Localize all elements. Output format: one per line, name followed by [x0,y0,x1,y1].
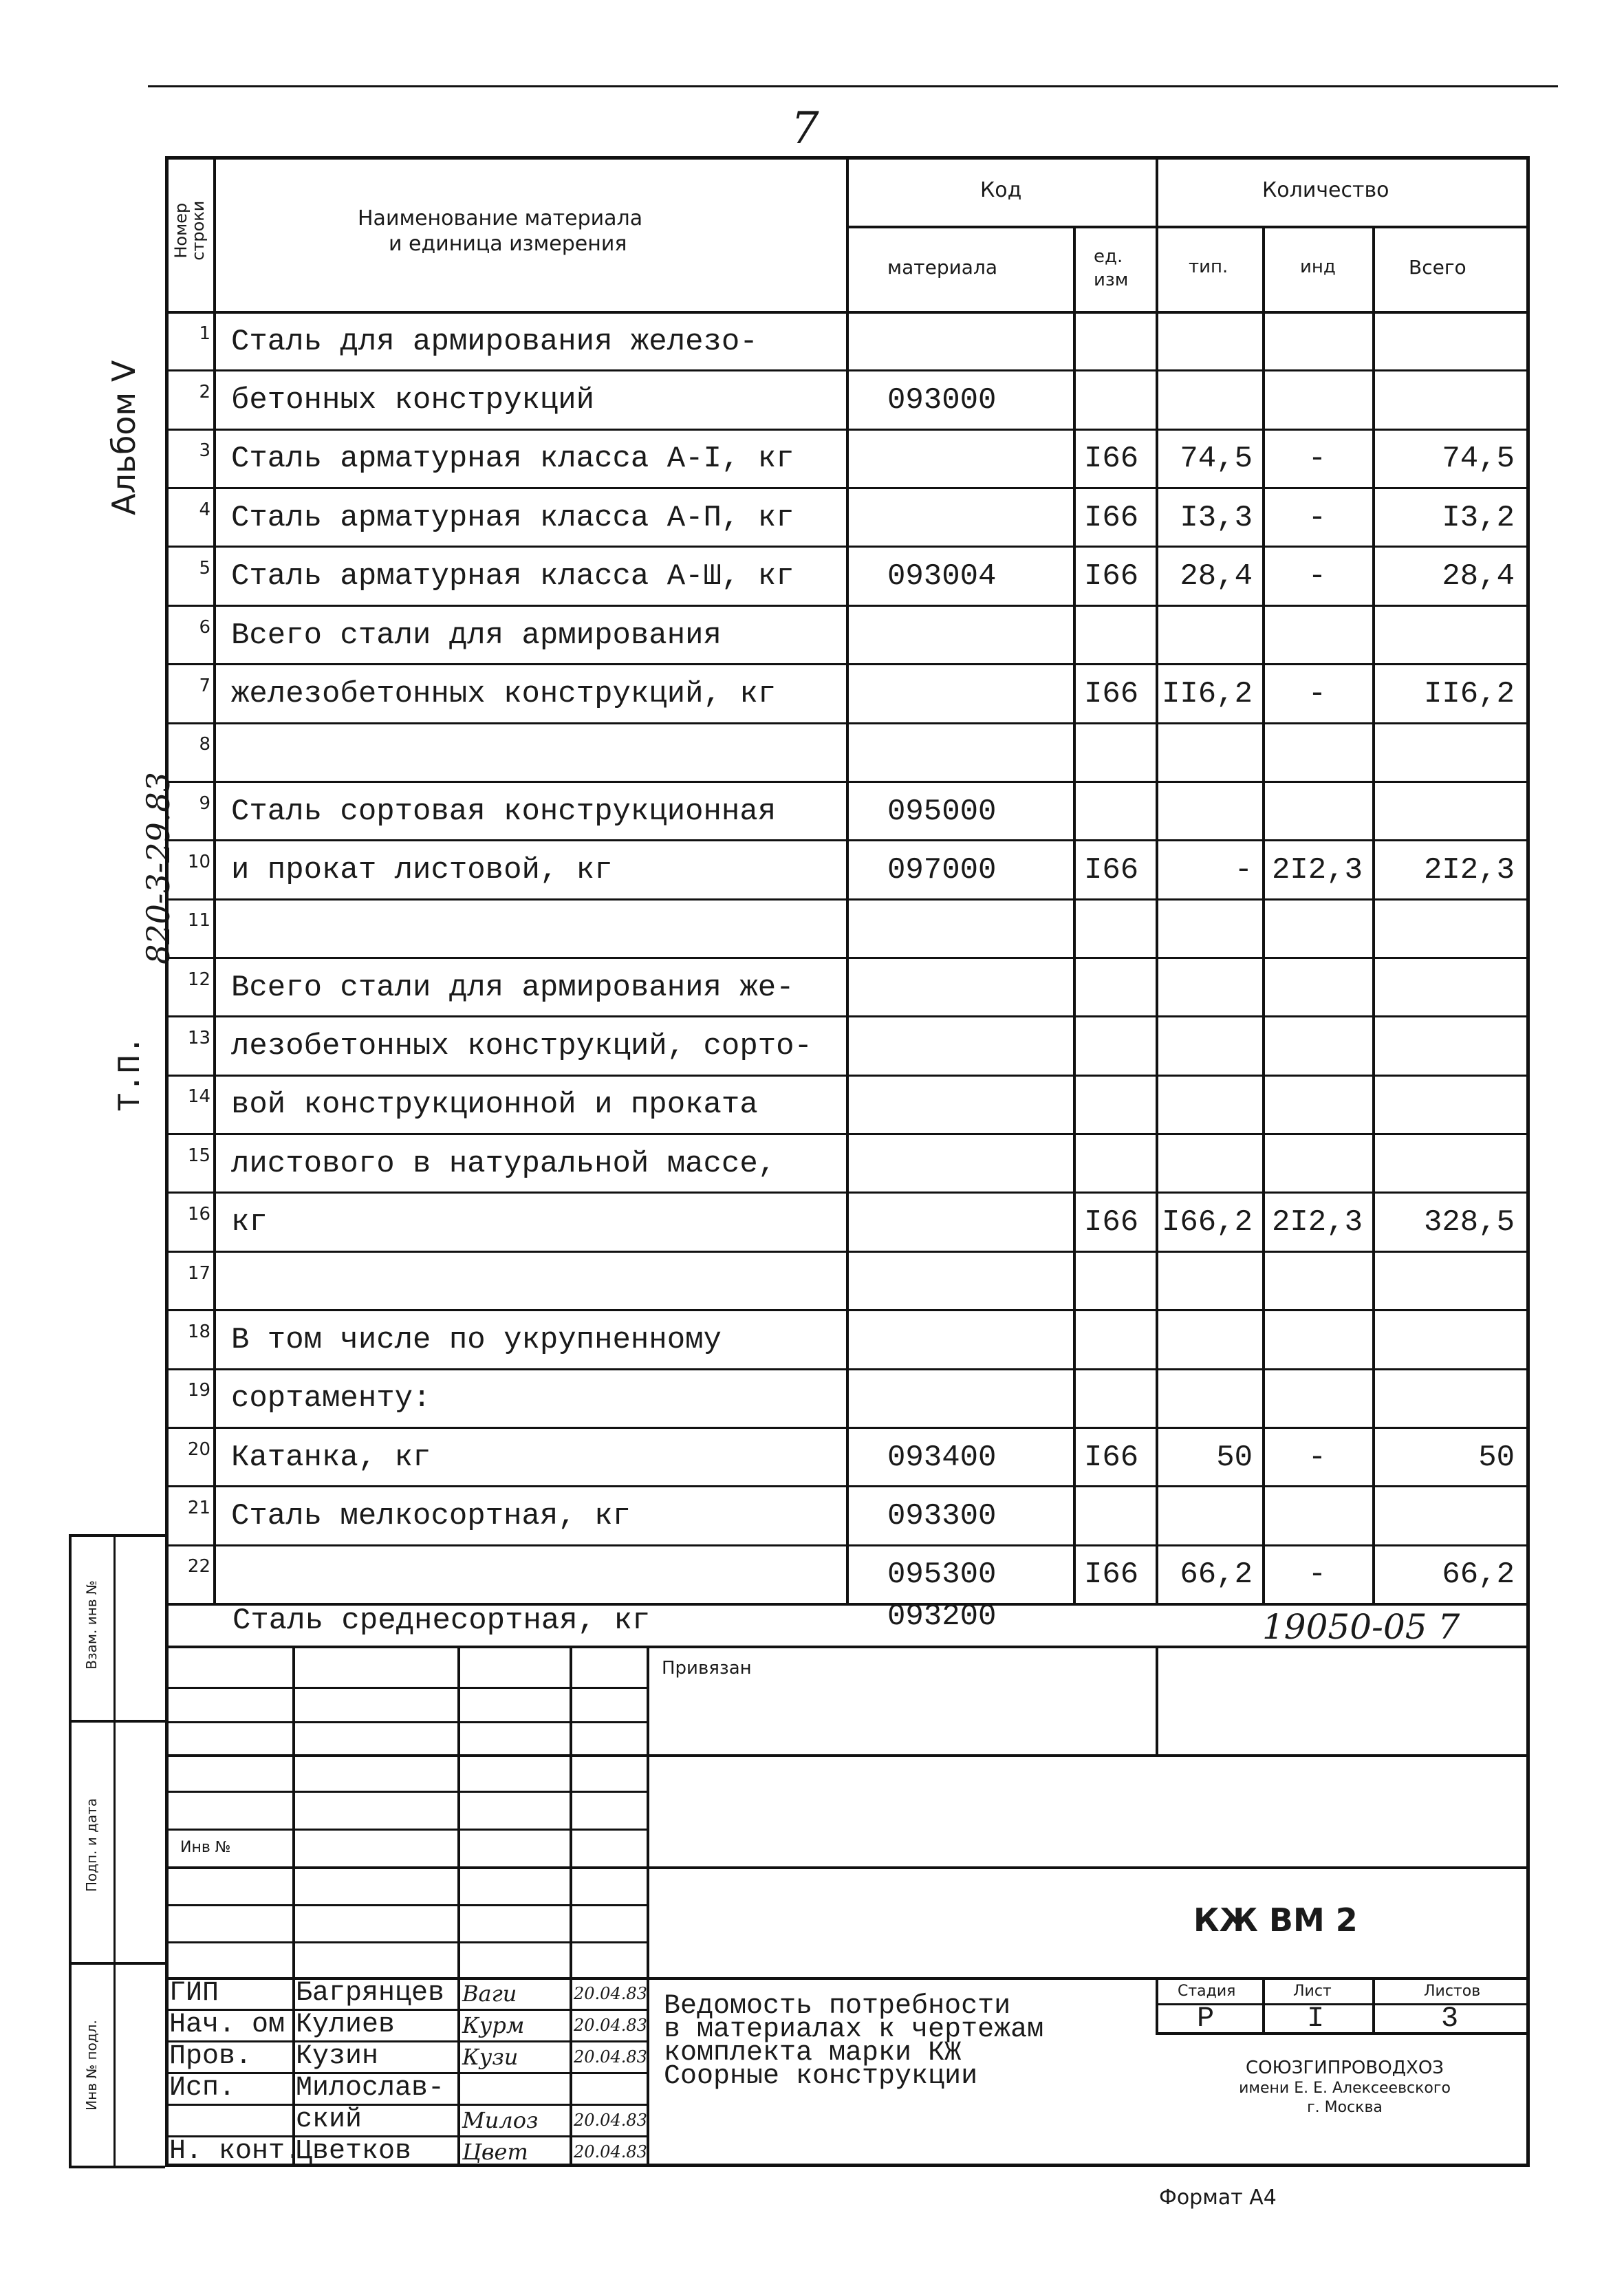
row-unit: I66 [1084,1205,1139,1240]
stage-value: Р [1197,2002,1215,2035]
row-number: 6 [199,616,210,638]
stamp-row-2 [165,1721,647,1723]
row-divider [165,1485,1530,1487]
stamp-col-b [457,1646,460,2167]
margin-podp-label: Подп. и дата [83,1798,100,1893]
row-qty-total: II6,2 [1423,676,1515,711]
org-line: СОЮЗГИПРОВОДХОЗ [1246,2058,1444,2078]
row-number: 12 [187,969,210,990]
row-divider [165,1075,1530,1077]
signer-name: Кулиев [296,2009,396,2040]
row-number: 17 [187,1262,210,1284]
col-line-num [213,156,216,1603]
row-number: 22 [187,1556,210,1577]
row-name: и прокат листовой, кг [231,852,613,887]
row-qty-ind: 2I2,3 [1271,1205,1363,1240]
row-number: 2 [199,382,210,403]
margin-vzam-label: Взам. инв № [83,1580,100,1670]
row-divider [165,839,1530,841]
stamp-col-c [570,1646,572,2167]
signer-name: Кузин [296,2041,379,2072]
row-divider [165,722,1530,724]
row-number: 13 [187,1028,210,1049]
header-qty-typ: тип. [1189,257,1228,277]
row-divider [165,1133,1530,1135]
signer-signature: Кузи [462,2044,519,2070]
row-qty-typ: 74,5 [1180,442,1253,477]
header-code: Код [980,178,1022,202]
sheets-value: 3 [1441,2002,1459,2035]
row-number: 11 [187,910,210,931]
row-name: кг [231,1205,268,1240]
row-divider [165,781,1530,783]
tp-label: Т.П. [113,1035,149,1112]
stamp-linked-label: Привязан [662,1658,752,1679]
document-title [664,1991,1044,2092]
signer-date: 20.04.83 [574,2016,647,2035]
stamp-row-4 [165,1791,647,1793]
row-divider [165,1427,1530,1429]
row-number: 8 [199,734,210,755]
stamp-top-line [165,1646,1530,1648]
margin-box-mid [113,1534,116,2167]
row-name: листового в натуральной массе, [231,1146,777,1181]
row-qty-total: 74,5 [1442,442,1515,477]
row-code: 093000 [887,383,997,418]
signer-date: 20.04.83 [574,2142,647,2161]
row-divider [165,605,1530,607]
row-qty-ind: - [1308,442,1327,477]
title-line: комплекта марки КЖ [664,2038,962,2069]
header-qty-total: Всего [1409,256,1466,279]
stamp-inv-label: Инв № [180,1839,231,1856]
row-qty-typ: 66,2 [1180,1557,1253,1593]
row-name: Сталь сортовая конструкционная [231,794,777,829]
row-unit: I66 [1084,1440,1139,1475]
row-number: 4 [199,499,210,520]
row-divider [165,1368,1530,1370]
margin-inv-podl-label: Инв № подл. [83,2020,100,2111]
signer-signature: Ваги [462,1981,517,2007]
signer-date: 20.04.83 [574,1984,647,2003]
row-qty-ind: - [1308,559,1327,594]
row-unit: I66 [1084,676,1139,711]
row-code: 097000 [887,852,997,887]
row-qty-total: I3,2 [1442,500,1515,535]
stamp-row-1 [165,1687,647,1689]
row-code: 095000 [887,794,997,829]
row-qty-typ: I66,2 [1161,1205,1253,1240]
organization-block [1169,2057,1520,2117]
page-number: 7 [791,103,819,154]
row-code: 093400 [887,1440,997,1475]
row-name: бетонных конструкций [231,383,595,418]
col-line-total [1372,226,1375,1603]
header-code-unit-1: ед. [1094,246,1123,267]
project-code: 820-3-29.83 [140,772,177,964]
stamp-row-13 [165,2104,647,2106]
overflow-row-code: 093200 [887,1599,997,1634]
title-line: Соорные конструкции [664,2061,978,2092]
header-divider-code [846,226,1530,228]
row-qty-ind: - [1308,676,1327,711]
sheets-label: Листов [1424,1983,1481,2000]
stamp-row-3 [165,1754,1530,1757]
row-qty-total: 66,2 [1442,1557,1515,1593]
row-number: 1 [199,323,210,344]
row-number: 10 [187,851,210,872]
row-qty-ind: - [1308,1557,1327,1593]
header-name: Наименование материала [358,206,643,230]
col-line-code [846,156,849,1603]
row-name: вой конструкционной и проката [231,1088,758,1123]
signer-role: Нач. ом [169,2009,285,2040]
paper-format: Формат А4 [1159,2186,1277,2210]
signer-role: ГИП [169,1978,219,2009]
row-name: сортаменту: [231,1381,431,1416]
stamp-row-7 [165,1904,647,1906]
row-divider [165,898,1530,901]
row-number: 9 [199,793,210,814]
row-divider [165,546,1530,548]
row-divider [165,957,1530,959]
row-number: 16 [187,1204,210,1225]
header-name-sub: и единица измерения [389,232,627,256]
row-divider [165,1309,1530,1311]
row-divider [165,1015,1530,1017]
row-unit: I66 [1084,500,1139,535]
row-name: Сталь мелкосортная, кг [231,1498,631,1533]
header-row-number: Номер строки [171,200,208,261]
col-line-ind [1262,226,1265,1603]
signer-signature: Цвет [462,2139,528,2165]
row-qty-total: 2I2,3 [1423,852,1515,887]
row-code: 095300 [887,1557,997,1593]
signer-name: Цветков [296,2136,412,2167]
top-edge-line [148,85,1558,87]
row-name: Сталь арматурная класса А-Ш, кг [231,559,794,594]
stamp-sheet-code: КЖ ВМ 2 [1193,1901,1358,1939]
row-number: 14 [187,1086,210,1108]
row-divider [165,1544,1530,1546]
row-qty-total: 28,4 [1442,559,1515,594]
margin-box-sep-2 [69,1962,165,1965]
row-number: 18 [187,1321,210,1342]
row-name: В том числе по укрупненному [231,1322,722,1357]
row-name: Сталь арматурная класса А-I, кг [231,442,794,477]
stamp-row-6 [165,1866,1530,1869]
row-qty-total: 50 [1478,1440,1515,1475]
title-line: в материалах к чертежам [664,2014,1044,2045]
signer-role: Н. конт. [169,2136,302,2167]
row-name: Катанка, кг [231,1440,431,1475]
stamp-row-8 [165,1941,647,1943]
sheet-value: I [1307,2002,1325,2035]
margin-box-top [69,1534,165,1537]
row-number: 19 [187,1380,210,1401]
row-qty-ind: - [1308,1440,1327,1475]
row-qty-typ: 50 [1216,1440,1253,1475]
row-name: Всего стали для армирования же- [231,970,794,1005]
stamp-col-e [1156,1646,1158,1754]
signer-name: ский [296,2104,362,2135]
row-divider [165,1251,1530,1253]
row-qty-typ: 28,4 [1180,559,1253,594]
row-name: Всего стали для армирования [231,618,722,653]
row-qty-typ: II6,2 [1161,676,1253,711]
margin-box-bottom [69,2166,165,2168]
signer-role: Пров. [169,2041,252,2072]
row-code: 093300 [887,1498,997,1533]
row-divider [165,1192,1530,1194]
margin-box-left [69,1534,72,2167]
row-number: 21 [187,1497,210,1518]
stamp-row-5 [165,1829,647,1831]
row-qty-total: 328,5 [1423,1205,1515,1240]
header-code-material: материала [887,256,998,279]
row-unit: I66 [1084,559,1139,594]
org-line: г. Москва [1307,2099,1383,2116]
title-line: Ведомость потребности [664,1991,1011,2022]
signer-date: 20.04.83 [574,2047,647,2067]
header-code-unit-2: изм [1094,270,1129,290]
signer-signature: Курм [462,2012,525,2038]
stamp-col-a [292,1646,295,2167]
stamp-col-d [647,1646,649,2167]
row-code: 093004 [887,559,997,594]
row-unit: I66 [1084,1557,1139,1593]
row-divider [165,663,1530,665]
row-name: лезобетонных конструкций, сорто- [231,1029,812,1064]
sheet-label: Лист [1293,1983,1332,2000]
row-number: 15 [187,1145,210,1166]
row-divider [165,487,1530,489]
margin-box-sep-1 [69,1720,165,1723]
row-qty-ind: 2I2,3 [1271,852,1363,887]
row-number: 7 [199,675,210,696]
row-qty-typ: - [1234,852,1253,887]
stage-label: Стадия [1178,1983,1236,2000]
row-qty-ind: - [1308,500,1327,535]
overflow-row-handwritten: 19050-05 7 [1262,1607,1460,1647]
row-number: 5 [199,558,210,579]
row-divider [165,369,1530,371]
header-quantity: Количество [1262,178,1389,202]
signer-signature: Милоз [462,2107,539,2133]
col-line-unit [1073,226,1076,1603]
row-number: 3 [199,440,210,462]
signer-name: Милослав- [296,2073,445,2104]
row-name: Сталь арматурная класса А-П, кг [231,500,794,535]
row-qty-typ: I3,3 [1180,500,1253,535]
album-label: Альбом V [105,360,142,515]
row-name: Сталь для армирования железо- [231,324,758,359]
overflow-row-name: Сталь среднесортная, кг [232,1604,651,1638]
signer-role: Исп. [169,2073,236,2104]
row-unit: I66 [1084,442,1139,477]
row-name: железобетонных конструкций, кг [231,676,777,711]
row-unit: I66 [1084,852,1139,887]
signer-date: 20.04.83 [574,2111,647,2130]
row-number: 20 [187,1438,210,1460]
org-line: имени Е. Е. Алексеевского [1239,2080,1451,2097]
signer-name: Багрянцев [296,1978,445,2009]
header-qty-ind: инд [1300,257,1336,277]
row-divider [165,429,1530,431]
